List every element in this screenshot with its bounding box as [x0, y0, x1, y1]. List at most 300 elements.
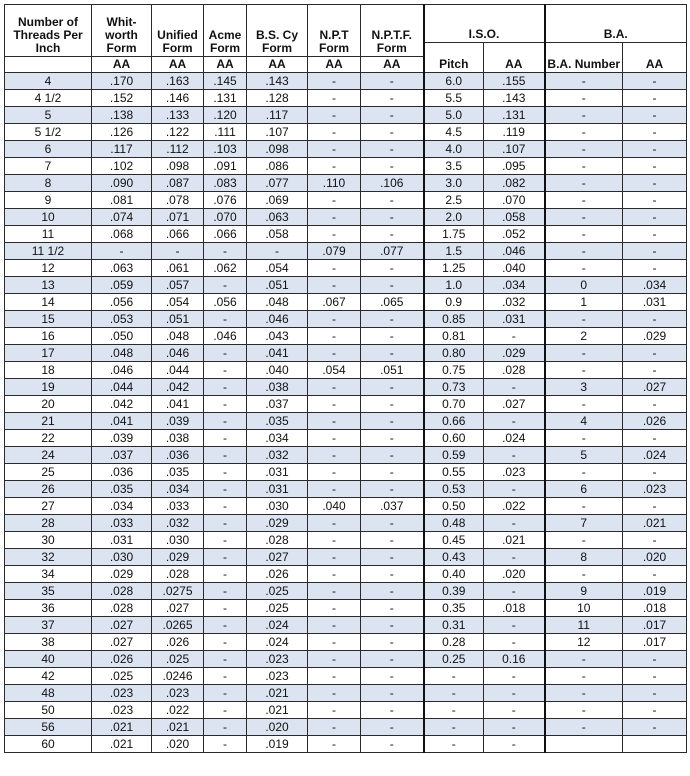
table-cell: 5 1/2: [5, 124, 92, 141]
table-cell: .020: [484, 566, 545, 583]
table-cell: .018: [484, 600, 545, 617]
table-cell: -: [247, 243, 308, 260]
table-cell: -: [361, 566, 424, 583]
table-cell: 0.53: [424, 481, 484, 498]
header-threads-per-inch: Number of Threads Per Inch: [5, 5, 92, 57]
table-cell: -: [204, 651, 247, 668]
table-cell: -: [623, 719, 687, 736]
table-cell: -: [623, 260, 687, 277]
table-cell: .040: [308, 498, 361, 515]
table-cell: 3: [545, 379, 623, 396]
table-cell: -: [545, 124, 623, 141]
table-row: [5, 192, 687, 209]
table-cell: -: [424, 702, 484, 719]
table-cell: .023: [484, 464, 545, 481]
table-cell: .029: [247, 515, 308, 532]
table-cell: -: [545, 311, 623, 328]
table-cell: 1.0: [424, 277, 484, 294]
table-cell: -: [361, 209, 424, 226]
table-cell: -: [361, 668, 424, 685]
table-cell: .030: [92, 549, 152, 566]
table-cell: .056: [92, 294, 152, 311]
table-cell: -: [308, 396, 361, 413]
table-cell: .090: [92, 175, 152, 192]
table-cell: -: [545, 226, 623, 243]
table-cell: 7: [5, 158, 92, 175]
table-cell: -: [308, 379, 361, 396]
table-row: [5, 464, 687, 481]
table-cell: 34: [5, 566, 92, 583]
table-row: [5, 277, 687, 294]
table-cell: .054: [247, 260, 308, 277]
table-cell: .0275: [152, 583, 204, 600]
table-cell: .034: [92, 498, 152, 515]
table-cell: -: [361, 430, 424, 447]
table-cell: 36: [5, 600, 92, 617]
table-cell: -: [623, 209, 687, 226]
table-cell: 35: [5, 583, 92, 600]
table-cell: .034: [623, 277, 687, 294]
table-cell: -: [308, 464, 361, 481]
table-cell: .040: [247, 362, 308, 379]
table-cell: 0.28: [424, 634, 484, 651]
table-cell: .026: [623, 413, 687, 430]
table-row: [5, 345, 687, 362]
header-threads-spacer: [5, 57, 92, 73]
table-cell: [545, 736, 623, 753]
table-cell: -: [204, 379, 247, 396]
table-cell: .087: [152, 175, 204, 192]
table-row: [5, 124, 687, 141]
table-cell: -: [204, 566, 247, 583]
table-row: [5, 668, 687, 685]
table-cell: .059: [92, 277, 152, 294]
table-cell: 4 1/2: [5, 90, 92, 107]
table-cell: .066: [152, 226, 204, 243]
table-cell: -: [361, 719, 424, 736]
table-cell: .053: [92, 311, 152, 328]
table-cell: -: [308, 345, 361, 362]
table-cell: -: [424, 668, 484, 685]
table-cell: .120: [204, 107, 247, 124]
table-cell: -: [623, 668, 687, 685]
table-cell: .091: [204, 158, 247, 175]
table-cell: -: [204, 583, 247, 600]
table-cell: -: [361, 532, 424, 549]
table-cell: 12: [545, 634, 623, 651]
table-cell: -: [308, 124, 361, 141]
table-cell: 0.9: [424, 294, 484, 311]
table-cell: -: [623, 651, 687, 668]
table-row: [5, 566, 687, 583]
table-cell: .021: [623, 515, 687, 532]
table-cell: -: [308, 617, 361, 634]
table-cell: -: [204, 719, 247, 736]
table-cell: 5.0: [424, 107, 484, 124]
table-cell: .033: [92, 515, 152, 532]
table-cell: -: [204, 549, 247, 566]
table-cell: .037: [92, 447, 152, 464]
table-cell: .031: [92, 532, 152, 549]
header-acme-form: Acme Form: [204, 5, 247, 57]
header-iso-pitch: Pitch: [424, 43, 484, 73]
table-cell: .145: [204, 73, 247, 90]
table-cell: .071: [152, 209, 204, 226]
table-cell: -: [623, 685, 687, 702]
table-row: [5, 719, 687, 736]
table-cell: .083: [204, 175, 247, 192]
table-row: [5, 311, 687, 328]
table-cell: .027: [484, 396, 545, 413]
table-cell: -: [361, 702, 424, 719]
table-cell: 9: [545, 583, 623, 600]
table-cell: .131: [204, 90, 247, 107]
table-cell: -: [308, 600, 361, 617]
table-cell: 5: [5, 107, 92, 124]
table-cell: .138: [92, 107, 152, 124]
table-cell: -: [204, 668, 247, 685]
table-cell: .107: [247, 124, 308, 141]
table-cell: 26: [5, 481, 92, 498]
table-cell: .027: [92, 634, 152, 651]
table-cell: .082: [484, 175, 545, 192]
table-cell: -: [361, 549, 424, 566]
table-cell: 22: [5, 430, 92, 447]
table-cell: -: [308, 107, 361, 124]
table-cell: -: [545, 345, 623, 362]
table-cell: -: [361, 413, 424, 430]
table-cell: 50: [5, 702, 92, 719]
table-cell: .017: [623, 634, 687, 651]
table-cell: .126: [92, 124, 152, 141]
table-cell: 11: [545, 617, 623, 634]
table-cell: .039: [152, 413, 204, 430]
table-cell: -: [204, 413, 247, 430]
table-cell: 17: [5, 345, 92, 362]
table-cell: 16: [5, 328, 92, 345]
table-cell: -: [361, 396, 424, 413]
table-cell: -: [545, 685, 623, 702]
table-cell: -: [484, 668, 545, 685]
table-cell: -: [623, 175, 687, 192]
table-cell: -: [361, 345, 424, 362]
table-cell: -: [308, 158, 361, 175]
table-cell: 28: [5, 515, 92, 532]
table-row: [5, 430, 687, 447]
table-cell: 6.0: [424, 73, 484, 90]
table-cell: -: [545, 175, 623, 192]
table-cell: 0.60: [424, 430, 484, 447]
table-cell: -: [623, 311, 687, 328]
table-cell: -: [361, 260, 424, 277]
table-cell: .046: [247, 311, 308, 328]
table-row: [5, 107, 687, 124]
table-cell: 42: [5, 668, 92, 685]
table-cell: -: [623, 107, 687, 124]
table-cell: 0.81: [424, 328, 484, 345]
table-row: [5, 549, 687, 566]
table-cell: .051: [247, 277, 308, 294]
table-cell: .021: [92, 736, 152, 753]
table-cell: -: [623, 532, 687, 549]
table-cell: .128: [247, 90, 308, 107]
table-cell: .056: [204, 294, 247, 311]
table-cell: .054: [152, 294, 204, 311]
header-bs-cy-form: B.S. Cy Form: [247, 5, 308, 57]
table-cell: .067: [308, 294, 361, 311]
table-cell: .026: [152, 634, 204, 651]
table-cell: .034: [247, 430, 308, 447]
table-cell: -: [361, 226, 424, 243]
table-cell: 3.5: [424, 158, 484, 175]
table-cell: .152: [92, 90, 152, 107]
table-cell: 0.16: [484, 651, 545, 668]
table-cell: -: [424, 719, 484, 736]
table-cell: 1: [545, 294, 623, 311]
table-cell: .023: [247, 668, 308, 685]
table-cell: .066: [204, 226, 247, 243]
table-cell: .019: [247, 736, 308, 753]
table-cell: -: [361, 107, 424, 124]
table-row: [5, 141, 687, 158]
table-cell: 15: [5, 311, 92, 328]
table-cell: 19: [5, 379, 92, 396]
table-cell: -: [623, 90, 687, 107]
table-row: [5, 481, 687, 498]
table-cell: .038: [247, 379, 308, 396]
table-cell: .032: [484, 294, 545, 311]
table-cell: -: [204, 362, 247, 379]
table-cell: -: [623, 396, 687, 413]
table-row: [5, 260, 687, 277]
table-cell: -: [545, 532, 623, 549]
table-cell: 0.85: [424, 311, 484, 328]
table-cell: 18: [5, 362, 92, 379]
table-cell: -: [361, 141, 424, 158]
table-cell: -: [484, 447, 545, 464]
table-cell: 13: [5, 277, 92, 294]
table-cell: -: [545, 668, 623, 685]
table-cell: -: [308, 209, 361, 226]
table-cell: .057: [152, 277, 204, 294]
table-cell: -: [484, 617, 545, 634]
header-iso: I.S.O.: [424, 5, 545, 43]
table-cell: 0.59: [424, 447, 484, 464]
table-cell: -: [545, 566, 623, 583]
table-cell: .029: [92, 566, 152, 583]
table-cell: -: [308, 277, 361, 294]
table-cell: -: [545, 192, 623, 209]
table-cell: .044: [92, 379, 152, 396]
table-cell: 12: [5, 260, 92, 277]
table-cell: .068: [92, 226, 152, 243]
table-cell: 32: [5, 549, 92, 566]
table-cell: 8: [5, 175, 92, 192]
table-cell: .044: [152, 362, 204, 379]
table-cell: .086: [247, 158, 308, 175]
table-cell: -: [361, 515, 424, 532]
table-cell: 27: [5, 498, 92, 515]
table-cell: .022: [152, 702, 204, 719]
table-cell: -: [623, 345, 687, 362]
table-cell: .131: [484, 107, 545, 124]
table-cell: .046: [484, 243, 545, 260]
table-cell: -: [484, 583, 545, 600]
table-row: [5, 90, 687, 107]
table-cell: .077: [247, 175, 308, 192]
table-cell: 4.5: [424, 124, 484, 141]
table-cell: .031: [247, 481, 308, 498]
table-cell: 0.45: [424, 532, 484, 549]
table-cell: .028: [152, 566, 204, 583]
table-cell: 0.66: [424, 413, 484, 430]
header-unified-aa: AA: [152, 57, 204, 73]
table-cell: -: [623, 73, 687, 90]
table-cell: 8: [545, 549, 623, 566]
table-cell: 37: [5, 617, 92, 634]
table-cell: .017: [623, 617, 687, 634]
table-cell: .036: [152, 447, 204, 464]
table-cell: -: [545, 702, 623, 719]
table-row: [5, 447, 687, 464]
table-cell: .032: [247, 447, 308, 464]
table-cell: .046: [204, 328, 247, 345]
table-row: [5, 328, 687, 345]
table-cell: -: [545, 498, 623, 515]
table-row: [5, 583, 687, 600]
table-cell: -: [204, 396, 247, 413]
table-cell: -: [361, 464, 424, 481]
table-cell: .122: [152, 124, 204, 141]
header-whitworth-form: Whit- worth Form: [92, 5, 152, 57]
table-cell: -: [623, 430, 687, 447]
table-cell: -: [308, 73, 361, 90]
table-cell: .103: [204, 141, 247, 158]
table-row: [5, 600, 687, 617]
table-row: [5, 362, 687, 379]
table-cell: -: [204, 702, 247, 719]
table-cell: .048: [152, 328, 204, 345]
table-cell: 11: [5, 226, 92, 243]
table-cell: -: [361, 634, 424, 651]
table-cell: 0.55: [424, 464, 484, 481]
table-cell: .052: [484, 226, 545, 243]
table-cell: -: [545, 107, 623, 124]
table-cell: -: [361, 73, 424, 90]
table-cell: -: [545, 430, 623, 447]
table-cell: 6: [545, 481, 623, 498]
table-cell: 0.31: [424, 617, 484, 634]
table-cell: .069: [247, 192, 308, 209]
table-cell: -: [545, 73, 623, 90]
table-cell: -: [484, 328, 545, 345]
table-cell: -: [484, 549, 545, 566]
table-cell: -: [204, 515, 247, 532]
header-npt-aa: AA: [308, 57, 361, 73]
table-cell: -: [308, 651, 361, 668]
table-cell: -: [361, 583, 424, 600]
table-cell: -: [204, 430, 247, 447]
table-cell: .026: [92, 651, 152, 668]
table-cell: -: [308, 192, 361, 209]
table-cell: -: [204, 498, 247, 515]
table-cell: -: [361, 447, 424, 464]
table-cell: .019: [623, 583, 687, 600]
table-cell: .030: [247, 498, 308, 515]
table-cell: .021: [484, 532, 545, 549]
table-cell: .018: [623, 600, 687, 617]
table-cell: -: [152, 243, 204, 260]
table-cell: -: [204, 345, 247, 362]
table-cell: -: [308, 413, 361, 430]
table-cell: -: [308, 719, 361, 736]
table-cell: .026: [247, 566, 308, 583]
table-cell: .106: [361, 175, 424, 192]
table-cell: 30: [5, 532, 92, 549]
table-cell: -: [623, 141, 687, 158]
table-cell: .028: [247, 532, 308, 549]
table-cell: -: [361, 617, 424, 634]
table-cell: .025: [247, 583, 308, 600]
table-cell: 7: [545, 515, 623, 532]
table-cell: -: [484, 379, 545, 396]
header-nptf-aa: AA: [361, 57, 424, 73]
table-cell: .028: [92, 600, 152, 617]
table-cell: 60: [5, 736, 92, 753]
table-cell: .110: [308, 175, 361, 192]
table-cell: -: [545, 651, 623, 668]
table-cell: .112: [152, 141, 204, 158]
table-cell: -: [545, 141, 623, 158]
header-npt-form: N.P.T Form: [308, 5, 361, 57]
table-cell: .051: [361, 362, 424, 379]
table-cell: 56: [5, 719, 92, 736]
table-cell: .029: [484, 345, 545, 362]
table-cell: 10: [5, 209, 92, 226]
table-cell: -: [204, 685, 247, 702]
table-cell: .146: [152, 90, 204, 107]
table-cell: 0.25: [424, 651, 484, 668]
table-cell: -: [308, 328, 361, 345]
table-cell: 5: [545, 447, 623, 464]
table-cell: .024: [623, 447, 687, 464]
table-cell: .058: [484, 209, 545, 226]
table-cell: .117: [247, 107, 308, 124]
table-cell: -: [545, 209, 623, 226]
table-cell: -: [623, 192, 687, 209]
table-cell: -: [308, 447, 361, 464]
table-row: [5, 736, 687, 753]
table-cell: .063: [92, 260, 152, 277]
table-cell: 10: [545, 600, 623, 617]
table-cell: .023: [247, 651, 308, 668]
table-row: [5, 498, 687, 515]
header-ba: B.A.: [545, 5, 687, 43]
table-cell: .081: [92, 192, 152, 209]
table-cell: -: [623, 566, 687, 583]
table-cell: .025: [247, 600, 308, 617]
table-cell: .034: [484, 277, 545, 294]
table-cell: 0.35: [424, 600, 484, 617]
table-cell: .031: [484, 311, 545, 328]
table-cell: .041: [152, 396, 204, 413]
table-row: [5, 532, 687, 549]
table-cell: -: [308, 141, 361, 158]
table-cell: .029: [152, 549, 204, 566]
table-cell: -: [361, 277, 424, 294]
table-row: [5, 73, 687, 90]
table-cell: .0246: [152, 668, 204, 685]
